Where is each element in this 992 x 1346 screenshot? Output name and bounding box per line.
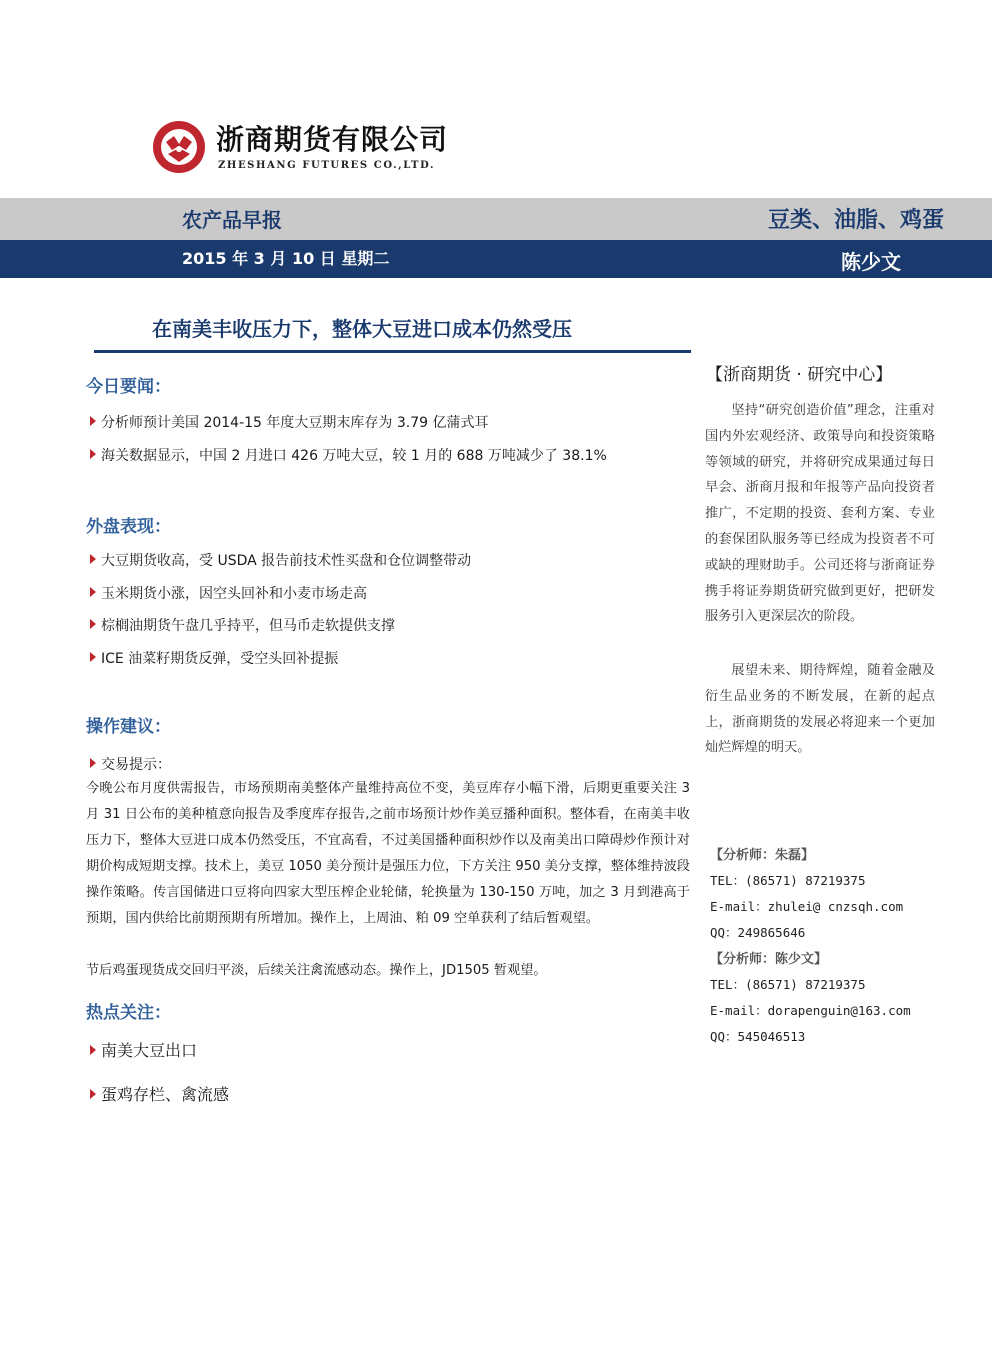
sidebar-paragraph: 坚持“研究创造价值”理念，注重对国内外宏观经济、政策导向和投资策略等领域的研究，并将研究成果通过每日早会、浙商月报和年报等产品向投资者推广，不定期的投资、套利方案、专业的套保团队服务等已经成为投资者不可或缺的理财助手。公司还将与浙商证券携手将证券期货研究做到更好，把研发服务引入更深层次的阶段。 bbox=[705, 403, 935, 625]
section-title-advice: 操作建议： bbox=[86, 717, 171, 737]
report-sectors: 豆类、油脂、鸡蛋 bbox=[767, 208, 944, 233]
analyst-qq: QQ：545046513 bbox=[710, 1029, 806, 1044]
bullet-arrow-icon bbox=[90, 1089, 96, 1099]
analyst-heading: 【分析师：朱磊】 bbox=[710, 848, 815, 863]
bullet-arrow-icon bbox=[90, 758, 96, 768]
report-type: 农产品早报 bbox=[182, 208, 282, 232]
report-date: 2015 年 3 月 10 日 星期二 bbox=[182, 249, 390, 268]
hotspot-item: 蛋鸡存栏、禽流感 bbox=[90, 1082, 229, 1105]
advice-paragraph-egg: 节后鸡蛋现货成交回归平淡，后续关注禽流感动态。操作上，JD1505 暂观望。 bbox=[86, 963, 547, 978]
headline: 在南美丰收压力下，整体大豆进口成本仍然受压 bbox=[152, 317, 572, 341]
overseas-item: 棕榈油期货午盘几乎持平，但马币走软提供支撑 bbox=[90, 615, 395, 635]
bullet-arrow-icon bbox=[90, 652, 96, 662]
analyst-tel: TEL：(86571) 87219375 bbox=[710, 977, 866, 992]
bullet-arrow-icon bbox=[90, 449, 96, 459]
analyst-tel: TEL：(86571) 87219375 bbox=[710, 873, 866, 888]
news-item: 海关数据显示，中国 2 月进口 426 万吨大豆，较 1 月的 688 万吨减少了 38.1% bbox=[90, 445, 607, 465]
section-title-news: 今日要闻： bbox=[86, 377, 171, 397]
bullet-arrow-icon bbox=[90, 619, 96, 629]
sidebar-paragraph: 展望未来、期待辉煌，随着金融及衍生品业务的不断发展，在新的起点上，浙商期货的发展必将迎来一个更加灿烂辉煌的明天。 bbox=[705, 663, 935, 756]
bullet-arrow-icon bbox=[90, 1045, 96, 1055]
analyst-email[interactable]: E-mail：dorapenguin@163.com bbox=[710, 1003, 911, 1018]
overseas-item: ICE 油菜籽期货反弹，受空头回补提振 bbox=[90, 648, 338, 668]
bullet-arrow-icon bbox=[90, 416, 96, 426]
zheshang-logo-icon bbox=[152, 120, 206, 174]
advice-paragraph: 今晚公布月度供需报告，市场预期南美整体产量维持高位不变，美豆库存小幅下滑，后期更重要关注 3 月 31 日公布的美种植意向报告及季度库存报告,之前市场预计炒作美豆播种面积。整体看，在南美丰收压力下，整体大豆进口成本仍然受压，不宜高看，不过美国播种面积炒作以及南美出口障碍炒作预计对期价构成短期支撑。技术上，美豆 1050 美分预计是强压力位，下方关注 950 美分支撑，整体维持波段操作策略。传言国储进口豆将向四家大型压榨企业轮储，轮换量为 130-150 万吨，加之 3 月到港高于预期，国内供给比前期预期有所增加。操作上，上周油、粕 09 空单获利了结后暂观望。 bbox=[86, 781, 690, 926]
analyst-email[interactable]: E-mail：zhulei@ cnzsqh.com bbox=[710, 899, 904, 914]
advice-bullet: 交易提示： bbox=[90, 754, 171, 774]
report-author: 陈少文 bbox=[841, 250, 901, 274]
section-title-hotspot: 热点关注： bbox=[86, 1003, 171, 1023]
hotspot-item: 南美大豆出口 bbox=[90, 1038, 197, 1061]
sidebar-title: 【浙商期货 · 研究中心】 bbox=[706, 365, 893, 385]
section-title-overseas: 外盘表现： bbox=[86, 517, 171, 537]
company-name-cn: 浙商期货有限公司 bbox=[216, 123, 449, 156]
analyst-heading: 【分析师：陈少文】 bbox=[710, 952, 828, 967]
news-item: 分析师预计美国 2014-15 年度大豆期末库存为 3.79 亿蒲式耳 bbox=[90, 412, 488, 432]
bullet-arrow-icon bbox=[90, 587, 96, 597]
headline-divider bbox=[94, 350, 691, 353]
analyst-qq: QQ：249865646 bbox=[710, 925, 806, 940]
overseas-item: 大豆期货收高，受 USDA 报告前技术性买盘和仓位调整带动 bbox=[90, 550, 471, 570]
bullet-arrow-icon bbox=[90, 554, 96, 564]
company-name-en: ZHESHANG FUTURES CO.,LTD. bbox=[218, 160, 436, 171]
overseas-item: 玉米期货小涨，因空头回补和小麦市场走高 bbox=[90, 583, 367, 603]
